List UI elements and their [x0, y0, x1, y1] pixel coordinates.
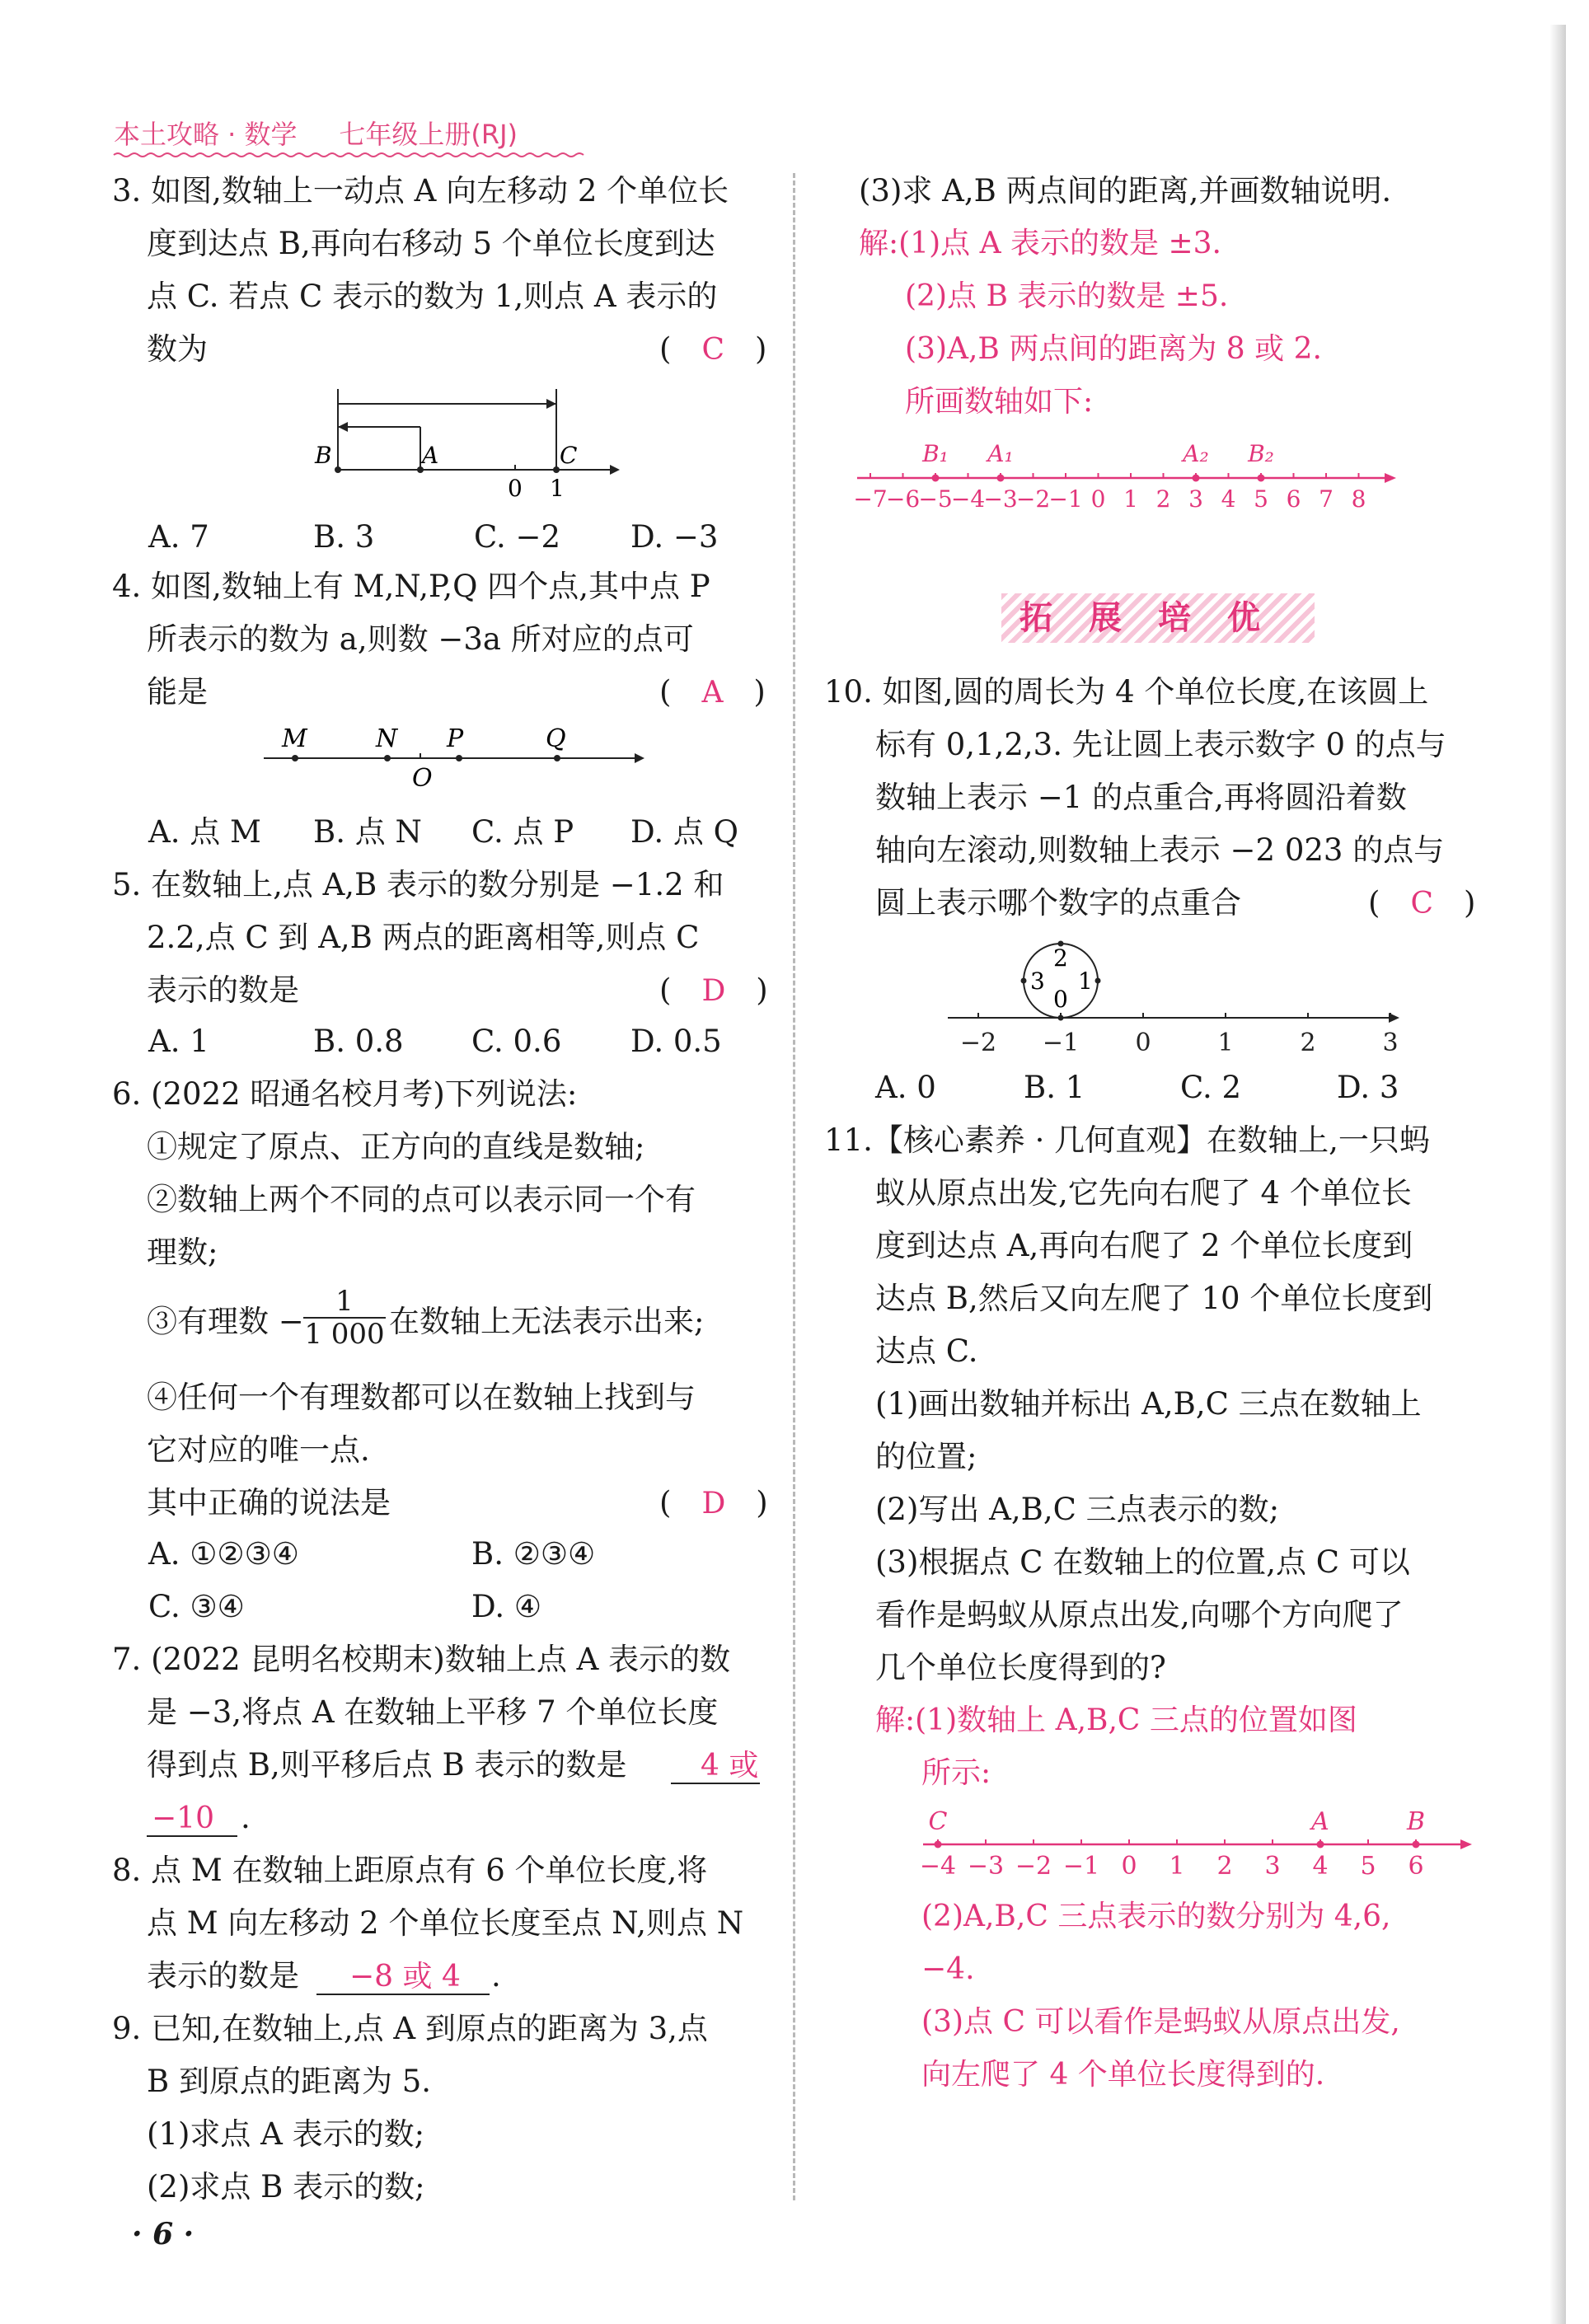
q11-point-label: C: [928, 1807, 948, 1836]
q8-line-1: 8. 点 M 在数轴上距原点有 6 个单位长度,将: [112, 1853, 708, 1888]
q6-prompt: 其中正确的说法是: [147, 1485, 391, 1520]
q11-tick-label: 5: [1360, 1852, 1376, 1881]
q8-line-2: 点 M 向左移动 2 个单位长度至点 N,则点 N: [147, 1905, 744, 1941]
q9-point: [997, 475, 1005, 482]
q9-tick-label: 5: [1254, 485, 1268, 513]
column-divider: [793, 173, 795, 2200]
q11-point: [1317, 1841, 1324, 1848]
q10-answer: C: [1410, 887, 1433, 921]
q3-arrowhead-c: [546, 399, 556, 409]
q6-statement-3-post: 在数轴上无法表示出来;: [389, 1304, 705, 1339]
q10-option-d: D. 3: [1337, 1070, 1399, 1105]
q3-option-c: C. −2: [474, 519, 561, 555]
q9-tick-label: −7: [853, 485, 888, 513]
running-header: 本土攻略 · 数学 七年级上册(RJ): [114, 119, 518, 150]
q4-line-3: 能是: [147, 674, 208, 710]
q11-tick-label: 4: [1312, 1852, 1329, 1881]
q9-line-1: 9. 已知,在数轴上,点 A 到原点的距离为 3,点: [112, 2011, 708, 2046]
q10-tick-label: 0: [1135, 1028, 1151, 1057]
q6-option-c: C. ③④: [148, 1589, 245, 1624]
q5-option-c: C. 0.6: [471, 1024, 562, 1059]
q10-circle-label-1: 1: [1078, 968, 1093, 995]
q11-part-3b: 看作是蚂蚁从原点出发,向哪个方向爬了: [875, 1597, 1404, 1633]
q5-line-2: 2.2,点 C 到 A,B 两点的距离相等,则点 C: [147, 920, 700, 955]
q9-tick-label: 0: [1090, 485, 1106, 513]
q8-blank: [316, 1960, 490, 1995]
q5-line-1: 5. 在数轴上,点 A,B 表示的数分别是 −1.2 和: [112, 867, 724, 902]
q11-line-2: 蚁从原点出发,它先向右爬了 4 个单位长: [875, 1175, 1412, 1211]
q10-option-b: B. 1: [1024, 1070, 1085, 1105]
q10-line-5: 圆上表示哪个数字的点重合: [875, 885, 1241, 921]
q9-tick-label: −1: [1048, 485, 1083, 513]
q4-number-line-figure: [264, 717, 651, 808]
q9-solution-3: (3)A,B 两点间的距离为 8 或 2.: [905, 332, 1322, 366]
q11-solution-3a: (3)点 C 可以看作是蚂蚁从原点出发,: [921, 2005, 1400, 2039]
q9-tick-label: 7: [1319, 485, 1334, 513]
q9-tick-label: −3: [983, 485, 1018, 513]
q5-option-b: B. 0.8: [313, 1024, 404, 1059]
q3-arrowhead-b: [338, 422, 348, 432]
q11-part-2: (2)写出 A,B,C 三点表示的数;: [875, 1492, 1280, 1527]
q11-point: [935, 1841, 942, 1848]
q9-axis-arrow: [1385, 473, 1396, 483]
q10-tick-label: 3: [1382, 1028, 1399, 1057]
q11-part-1a: (1)画出数轴并标出 A,B,C 三点在数轴上: [875, 1386, 1422, 1422]
q11-solution-1b: 所示:: [921, 1756, 991, 1790]
q11-part-1b: 的位置;: [875, 1439, 977, 1474]
q11-part-3c: 几个单位长度得到的?: [875, 1650, 1166, 1685]
q11-line-5: 达点 C.: [875, 1333, 978, 1369]
q10-tick-label: −2: [959, 1028, 997, 1057]
q10-circle-label-0: 0: [1053, 986, 1068, 1013]
page-edge-shadow: [1549, 25, 1566, 2324]
q4-line-2: 所表示的数为 a,则数 −3a 所对应的点可: [147, 621, 694, 657]
q11-tick-label: −4: [919, 1852, 957, 1881]
q10-option-c: C. 2: [1180, 1070, 1242, 1105]
q9-solution-4: 所画数轴如下:: [905, 385, 1094, 419]
q3-number-line-figure: [313, 379, 626, 511]
q4-label-p: P: [447, 724, 464, 753]
q3-option-b: B. 3: [313, 519, 375, 555]
q4-point-n: [384, 755, 391, 761]
q10-answer-paren: ( C ): [1368, 885, 1476, 921]
q7-answer-2: −10: [152, 1802, 214, 1835]
q9-point: [1258, 475, 1265, 482]
q10-tick-label: −1: [1042, 1028, 1080, 1057]
q3-answer: C: [701, 333, 724, 367]
section-title-extension: 拓展培优: [1001, 593, 1315, 643]
q7-answer-1: 4 或: [701, 1749, 759, 1783]
q11-tick-label: 0: [1121, 1852, 1137, 1881]
q3-option-d: D. −3: [630, 519, 719, 555]
q9-tick-label: 1: [1123, 485, 1138, 513]
q5-answer-paren: ( D ): [659, 972, 768, 1008]
q6-answer-paren: ( D ): [659, 1485, 768, 1520]
q9-number-line-figure: [853, 429, 1401, 519]
q3-answer-paren: ( C ): [659, 331, 767, 367]
q11-tick-label: −3: [967, 1852, 1005, 1881]
q4-point-m: [292, 755, 298, 761]
q9-point-label: B₁: [922, 440, 949, 467]
q4-option-a: A. 点 M: [148, 814, 261, 850]
q5-line-3: 表示的数是: [147, 972, 299, 1008]
q9-tick-label: 3: [1188, 485, 1203, 513]
q11-number-line-figure: [915, 1802, 1475, 1892]
q11-tick-label: −1: [1062, 1852, 1100, 1881]
q11-point-label: A: [1311, 1807, 1329, 1836]
q9-tick-label: −6: [885, 485, 921, 513]
q11-line-4: 达点 B,然后又向左爬了 10 个单位长度到: [875, 1281, 1433, 1316]
q3-label-c: C: [560, 442, 578, 469]
q4-point-q: [554, 755, 560, 761]
q9-line-2: B 到原点的距离为 5.: [147, 2064, 432, 2099]
q6-option-b: B. ②③④: [471, 1536, 596, 1572]
q4-label-m: M: [282, 724, 307, 753]
q4-answer-paren: ( A ): [659, 674, 766, 710]
q4-label-n: N: [376, 724, 398, 753]
q11-solution-1a: 解:(1)数轴上 A,B,C 三点的位置如图: [875, 1703, 1357, 1737]
q9-tick-label: 6: [1286, 485, 1301, 513]
q6-statement-2b: 理数;: [147, 1235, 218, 1270]
q5-option-d: D. 0.5: [630, 1024, 722, 1059]
q9-tick-label: 8: [1351, 485, 1366, 513]
q4-label-o: O: [412, 764, 433, 793]
q7-line-3: 得到点 B,则平移后点 B 表示的数是: [147, 1747, 627, 1783]
q3-label-b: B: [315, 442, 332, 469]
q11-line-3: 度到达点 A,再向右爬了 2 个单位长度到: [875, 1228, 1413, 1263]
q8-end: .: [491, 1958, 501, 1994]
q10-line-3: 数轴上表示 −1 的点重合,再将圆沿着数: [875, 780, 1407, 815]
q9-tick-label: 4: [1221, 485, 1236, 513]
q6-option-d: D. ④: [471, 1589, 542, 1624]
q7-line-2: 是 −3,将点 A 在数轴上平移 7 个单位长度: [147, 1694, 719, 1730]
q11-tick-label: 3: [1264, 1852, 1281, 1881]
q10-line-2: 标有 0,1,2,3. 先让圆上表示数字 0 的点与: [875, 727, 1446, 762]
q6-fraction: [303, 1286, 386, 1350]
q9-part-1: (1)求点 A 表示的数;: [147, 2116, 425, 2152]
q11-point: [1413, 1841, 1420, 1848]
q3-line-4: 数为: [147, 331, 208, 367]
q9-point: [1193, 475, 1200, 482]
q3-label-0: 0: [508, 475, 523, 502]
q3-label-a: A: [422, 442, 439, 469]
header-wavy-underline: [114, 152, 584, 157]
q10-circle-point-3: [1021, 978, 1027, 984]
q10-line-1: 10. 如图,圆的周长为 4 个单位长度,在该圆上: [824, 674, 1429, 710]
q11-tick-label: 2: [1216, 1852, 1233, 1881]
page-number: · 6 ·: [132, 2217, 195, 2251]
q11-solution-2a: (2)A,B,C 三点表示的数分别为 4,6,: [921, 1900, 1391, 1933]
q6-line-1: 6. (2022 昭通名校月考)下列说法:: [112, 1076, 578, 1112]
q10-circle-point-1: [1095, 978, 1101, 984]
q6-fraction-numerator: 1: [335, 1285, 354, 1318]
q11-axis-arrow: [1460, 1839, 1472, 1849]
q11-line-1: 11.【核心素养 · 几何直观】在数轴上,一只蚂: [824, 1122, 1430, 1158]
q9-tick-label: −4: [950, 485, 986, 513]
q6-statement-1: ①规定了原点、正方向的直线是数轴;: [147, 1129, 645, 1164]
q10-circle-label-2: 2: [1053, 944, 1068, 972]
q10-circle-label-3: 3: [1030, 968, 1045, 995]
q9-point-label: A₂: [1183, 440, 1209, 467]
q6-answer: D: [701, 1487, 726, 1520]
q3-point-b: [335, 466, 341, 473]
q10-figure: [940, 931, 1418, 1071]
q8-answer: −8 或 4: [349, 1960, 461, 1994]
q3-point-c: [553, 466, 560, 473]
q6-statement-4b: 它对应的唯一点.: [147, 1432, 370, 1468]
q6-fraction-denominator: 1 000: [304, 1318, 385, 1351]
q9-tick-label: −2: [1015, 485, 1051, 513]
q10-tick-label: 2: [1300, 1028, 1316, 1057]
q9-tick-label: 2: [1155, 485, 1171, 513]
q7-line-1: 7. (2022 昆明名校期末)数轴上点 A 表示的数: [112, 1642, 731, 1677]
q10-option-a: A. 0: [875, 1070, 936, 1105]
q5-answer: D: [701, 974, 726, 1008]
q7-blank-2: [147, 1802, 237, 1837]
q9-tick-label: −5: [918, 485, 953, 513]
q6-statement-4a: ④任何一个有理数都可以在数轴上找到与: [147, 1380, 696, 1415]
q7-end: .: [241, 1800, 251, 1835]
q9-point: [932, 475, 940, 482]
q8-line-3: 表示的数是: [147, 1958, 299, 1994]
q9-point-label: A₁: [987, 440, 1014, 467]
q3-option-a: A. 7: [148, 519, 209, 555]
q4-option-b: B. 点 N: [313, 814, 422, 850]
q11-solution-2b: −4.: [921, 1952, 975, 1986]
q4-line-1: 4. 如图,数轴上有 M,N,P,Q 四个点,其中点 P: [112, 569, 710, 604]
q9-part-2: (2)求点 B 表示的数;: [147, 2169, 425, 2205]
q4-option-d: D. 点 Q: [630, 814, 738, 850]
q3-axis-arrow: [610, 465, 620, 475]
q7-blank-1: [671, 1749, 760, 1784]
q3-line-1: 3. 如图,数轴上一动点 A 向左移动 2 个单位长: [112, 173, 729, 209]
q3-label-1: 1: [550, 475, 565, 502]
q4-answer: A: [701, 676, 724, 710]
q5-option-a: A. 1: [148, 1024, 209, 1059]
q11-tick-label: 6: [1408, 1852, 1424, 1881]
q4-label-q: Q: [546, 724, 566, 753]
q10-line-4: 轴向左滚动,则数轴上表示 −2 023 的点与: [875, 832, 1445, 868]
q10-tick-label: 1: [1217, 1028, 1234, 1057]
q3-line-2: 度到达点 B,再向右移动 5 个单位长度到达: [147, 226, 715, 261]
q4-axis-arrow: [635, 753, 645, 763]
q9-part-3: (3)求 A,B 两点间的距离,并画数轴说明.: [859, 173, 1392, 209]
q6-option-a: A. ①②③④: [148, 1536, 299, 1572]
q11-solution-3b: 向左爬了 4 个单位长度得到的.: [921, 2058, 1325, 2092]
q4-option-c: C. 点 P: [471, 814, 574, 850]
q9-point-label: B₂: [1248, 440, 1274, 467]
q4-point-p: [456, 755, 462, 761]
q9-solution-1: 解:(1)点 A 表示的数是 ±3.: [859, 227, 1221, 260]
q11-point-label: B: [1406, 1807, 1426, 1836]
q6-statement-3-pre: ③有理数 −: [147, 1304, 304, 1339]
q9-solution-2: (2)点 B 表示的数是 ±5.: [905, 279, 1229, 313]
q11-tick-label: −2: [1015, 1852, 1052, 1881]
q11-tick-label: 1: [1169, 1852, 1185, 1881]
q3-line-3: 点 C. 若点 C 表示的数为 1,则点 A 表示的: [147, 279, 718, 314]
q6-statement-2a: ②数轴上两个不同的点可以表示同一个有: [147, 1182, 696, 1217]
q11-part-3a: (3)根据点 C 在数轴上的位置,点 C 可以: [875, 1544, 1410, 1580]
